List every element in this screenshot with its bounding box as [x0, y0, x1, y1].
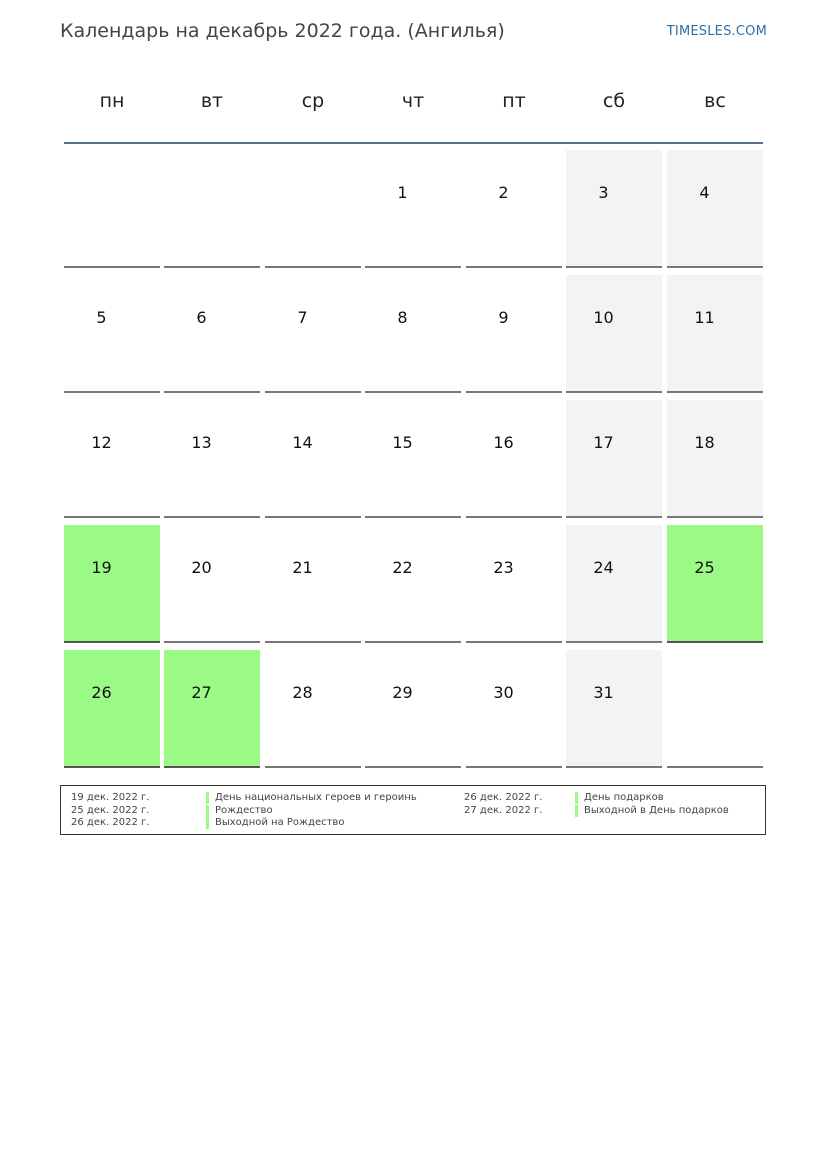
- calendar-day-cell[interactable]: [164, 275, 260, 393]
- legend-holiday-name: Рождество: [206, 805, 273, 817]
- day-number: 10: [593, 308, 614, 327]
- legend-holiday-name: Выходной в День подарков: [575, 805, 729, 817]
- day-number: 21: [292, 558, 313, 577]
- weekday-header-row: [64, 90, 764, 120]
- day-number: 25: [694, 558, 715, 577]
- calendar-day-cell[interactable]: [466, 650, 562, 768]
- calendar-cell-empty: [64, 150, 160, 268]
- day-number: 17: [593, 433, 614, 452]
- calendar-day-cell[interactable]: [164, 525, 260, 643]
- day-number: 2: [498, 183, 509, 202]
- day-number: 4: [699, 183, 710, 202]
- weekday-label: вс: [704, 90, 726, 112]
- weekday-label: ср: [301, 90, 325, 112]
- weekday-label: чт: [401, 90, 425, 112]
- calendar-day-cell[interactable]: [667, 525, 763, 643]
- day-number: 8: [397, 308, 408, 327]
- calendar-day-cell[interactable]: [566, 650, 662, 768]
- day-number: 12: [91, 433, 112, 452]
- day-number: 1: [397, 183, 408, 202]
- legend-holiday-name: День национальных героев и героинь: [206, 792, 417, 804]
- calendar-day-cell[interactable]: [566, 150, 662, 268]
- weekday-label: вт: [200, 90, 224, 112]
- calendar-day-cell[interactable]: [365, 525, 461, 643]
- calendar-day-cell[interactable]: [365, 400, 461, 518]
- legend-date: 26 дек. 2022 г.: [464, 792, 543, 803]
- calendar-grid: [64, 150, 764, 770]
- weekday-label: пт: [502, 90, 526, 112]
- calendar-day-cell[interactable]: [64, 525, 160, 643]
- day-number: 27: [191, 683, 212, 702]
- day-number: 11: [694, 308, 715, 327]
- calendar-cell-empty: [667, 650, 763, 768]
- calendar-day-cell[interactable]: [667, 400, 763, 518]
- day-number: 31: [593, 683, 614, 702]
- day-number: 6: [196, 308, 207, 327]
- calendar-day-cell[interactable]: [566, 400, 662, 518]
- calendar-day-cell[interactable]: [566, 275, 662, 393]
- calendar-day-cell[interactable]: [365, 650, 461, 768]
- calendar-day-cell[interactable]: [365, 275, 461, 393]
- day-number: 20: [191, 558, 212, 577]
- calendar-day-cell[interactable]: [566, 525, 662, 643]
- day-number: 9: [498, 308, 509, 327]
- day-number: 15: [392, 433, 413, 452]
- day-number: 23: [493, 558, 514, 577]
- calendar-cell-empty: [164, 150, 260, 268]
- day-number: 26: [91, 683, 112, 702]
- calendar-cell-empty: [265, 150, 361, 268]
- calendar-day-cell[interactable]: [466, 150, 562, 268]
- weekday-label: пн: [99, 90, 125, 112]
- day-number: 29: [392, 683, 413, 702]
- calendar-day-cell[interactable]: [365, 150, 461, 268]
- calendar-day-cell[interactable]: [64, 400, 160, 518]
- calendar-day-cell[interactable]: [164, 400, 260, 518]
- calendar-day-cell[interactable]: [667, 150, 763, 268]
- calendar-day-cell[interactable]: [265, 400, 361, 518]
- legend-holiday-name: День подарков: [575, 792, 664, 804]
- day-number: 19: [91, 558, 112, 577]
- legend-date: 25 дек. 2022 г.: [71, 804, 150, 816]
- day-number: 28: [292, 683, 313, 702]
- day-number: 7: [297, 308, 308, 327]
- day-number: 5: [96, 308, 107, 327]
- day-number: 22: [392, 558, 413, 577]
- calendar-day-cell[interactable]: [466, 400, 562, 518]
- page-title: Календарь на декабрь 2022 года. (Ангилья): [60, 20, 505, 42]
- calendar-day-cell[interactable]: [466, 275, 562, 393]
- calendar-day-cell[interactable]: [667, 275, 763, 393]
- calendar-day-cell[interactable]: [64, 650, 160, 768]
- brand-logo-text[interactable]: TIMESLES.COM: [666, 24, 767, 39]
- legend-holiday-name: Выходной на Рождество: [206, 817, 344, 829]
- weekday-label: сб: [602, 90, 626, 112]
- calendar-day-cell[interactable]: [265, 525, 361, 643]
- calendar-day-cell[interactable]: [466, 525, 562, 643]
- day-number: 16: [493, 433, 514, 452]
- day-number: 24: [593, 558, 614, 577]
- calendar-day-cell[interactable]: [265, 275, 361, 393]
- calendar-day-cell[interactable]: [64, 275, 160, 393]
- legend-date: 26 дек. 2022 г.: [71, 817, 150, 828]
- day-number: 30: [493, 683, 514, 702]
- day-number: 14: [292, 433, 313, 452]
- holiday-legend: [60, 785, 766, 835]
- calendar-day-cell[interactable]: [265, 650, 361, 768]
- header-divider: [64, 142, 763, 144]
- day-number: 18: [694, 433, 715, 452]
- calendar-day-cell[interactable]: [164, 650, 260, 768]
- day-number: 13: [191, 433, 212, 452]
- legend-date: 27 дек. 2022 г.: [464, 804, 543, 816]
- day-number: 3: [598, 183, 609, 202]
- legend-date: 19 дек. 2022 г.: [71, 792, 150, 803]
